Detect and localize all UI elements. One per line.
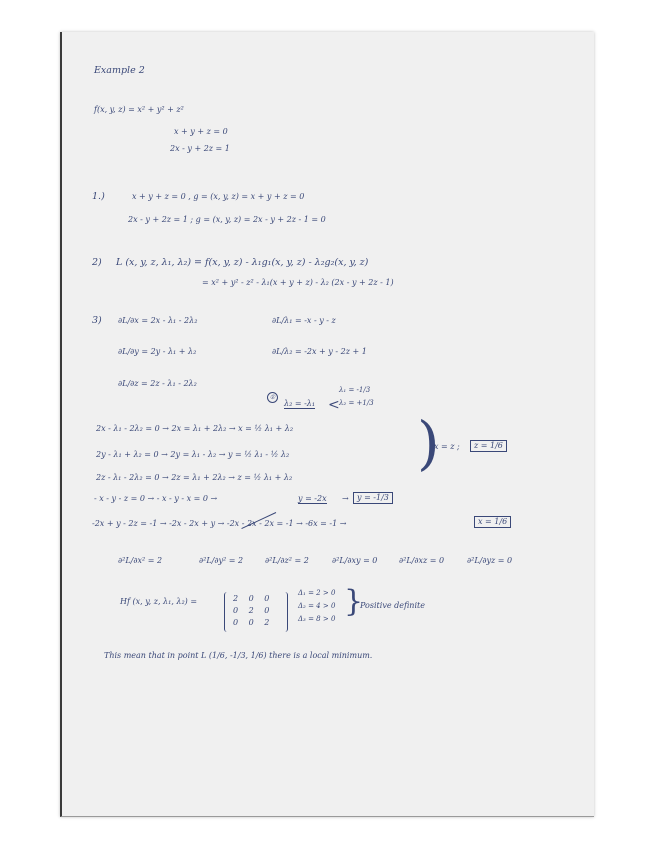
x-equals-z: x = z ;	[434, 442, 460, 451]
second-derivative-zz: ∂²L/∂z² = 2	[265, 556, 309, 565]
objective-function: f(x, y, z) = x² + y² + z²	[94, 105, 184, 114]
partial-L-x: ∂L/∂x = 2x - λ₁ - 2λ₂	[118, 316, 198, 325]
group-brace: )	[417, 409, 440, 477]
second-substitution-line: -2x + y - 2z = -1 → -2x - 2x + y → -2x - 2x - 2x = -1 → -6x = -1 →	[92, 519, 347, 528]
step-1-line-1: x + y + z = 0 , g = (x, y, z) = x + y + z = 0	[132, 192, 305, 201]
x-result-box: x = 1/6	[474, 516, 511, 528]
substitution-line: - x - y - z = 0 → - x - y - x = 0 →	[94, 494, 218, 503]
minor-1: Δ₁ = 2 > 0	[298, 589, 336, 597]
matrix-row-3: 0 0 2	[233, 618, 274, 627]
matrix-row-2: 0 2 0	[233, 606, 274, 615]
solve-z-line: 2z - λ₁ - 2λ₂ = 0 → 2z = λ₁ + 2λ₂ → z = ½ λ₁ + λ₂	[96, 473, 293, 482]
arrow-to-y: →	[342, 494, 349, 503]
z-result-box: z = 1/6	[470, 440, 507, 452]
hessian-matrix	[224, 592, 288, 632]
partial-L-lambda2: ∂L/λ₂ = -2x + y - 2z + 1	[272, 347, 367, 356]
step-3-number: 3)	[92, 315, 102, 326]
conclusion-text: This mean that in point L (1/6, -1/3, 1/6) there is a local minimum.	[104, 651, 373, 660]
solve-x-line: 2x - λ₁ - 2λ₂ = 0 → 2x = λ₁ + 2λ₂ → x = ½ λ₁ + λ₂	[96, 424, 294, 433]
step-1-line-2: 2x - y + 2z = 1 ; g = (x, y, z) = 2x - y + 2z - 1 = 0	[128, 215, 326, 224]
constraint-2: 2x - y + 2z = 1	[170, 144, 230, 153]
y-result-box: y = -1/3	[353, 492, 393, 504]
solve-y-line: 2y - λ₁ + λ₂ = 0 → 2y = λ₁ - λ₂ → y = ½ λ₁ - ½ λ₂	[96, 450, 290, 459]
minor-2: Δ₂ = 4 > 0	[298, 602, 336, 610]
hessian-label: Hf (x, y, z, λ₁, λ₂) =	[120, 597, 198, 606]
circle-marker: ①	[267, 392, 278, 403]
lambda-2-value: λ₂ = +1/3	[339, 399, 374, 407]
second-derivative-xz: ∂²L/∂xz = 0	[399, 556, 445, 565]
step-2-number: 2)	[92, 257, 102, 268]
branch-bracket: <	[328, 397, 340, 413]
second-derivative-xy: ∂²L/∂xy = 0	[332, 556, 378, 565]
minors-brace: }	[344, 584, 364, 619]
lambda-relation: λ₂ = -λ₁	[284, 399, 316, 408]
second-derivative-yz: ∂²L/∂yz = 0	[467, 556, 513, 565]
partial-L-y: ∂L/∂y = 2y - λ₁ + λ₂	[118, 347, 197, 356]
partial-L-lambda1: ∂L/λ₁ = -x - y - z	[272, 316, 336, 325]
minor-3: Δ₃ = 8 > 0	[298, 615, 336, 623]
page-title: Example 2	[94, 65, 145, 76]
paper-sheet	[60, 32, 594, 817]
lagrangian-definition: L (x, y, z, λ₁, λ₂) = f(x, y, z) - λ₁g₁(x, y, z) - λ₂g₂(x, y, z)	[116, 257, 369, 268]
lambda-1-value: λ₁ = -1/3	[339, 386, 371, 394]
second-derivative-yy: ∂²L/∂y² = 2	[199, 556, 244, 565]
step-1-number: 1.)	[92, 191, 105, 202]
definiteness-label: Positive definite	[360, 601, 425, 610]
second-derivative-xx: ∂²L/∂x² = 2	[118, 556, 163, 565]
lagrangian-expanded: = x² + y² - z² - λ₁(x + y + z) - λ₂ (2x - y + 2z - 1)	[202, 278, 394, 287]
partial-L-z: ∂L/∂z = 2z - λ₁ - 2λ₂	[118, 379, 197, 388]
constraint-1: x + y + z = 0	[174, 127, 228, 136]
matrix-row-1: 2 0 0	[233, 594, 274, 603]
y-relation: y = -2x	[298, 494, 327, 503]
